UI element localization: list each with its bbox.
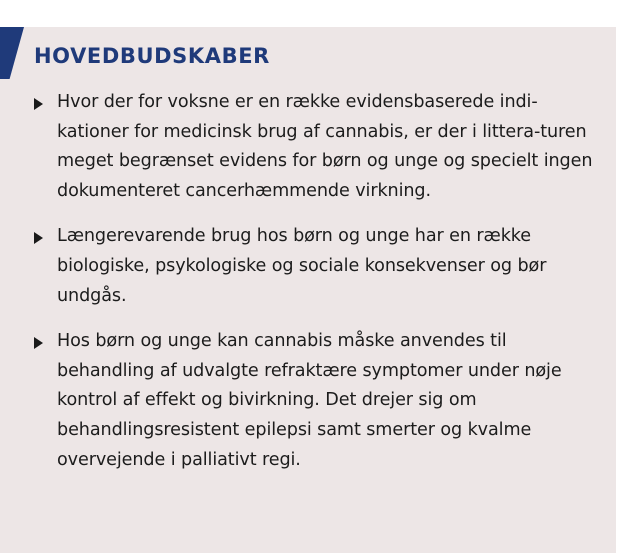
list-item xyxy=(34,327,594,475)
box-heading: HOVEDBUDSKABER xyxy=(34,44,270,68)
list-item-text: Hos børn og unge kan cannabis måske anvendes til behandling af udvalgte refraktære symptomer under nøje kontrol af effekt og bivirkning. Det drejer sig om behandlingsresistent epilepsi samt smerter og kvalme overvejende i palliativt regi. xyxy=(57,331,562,470)
triangle-right-icon xyxy=(34,98,43,110)
list-item-text: Længerevarende brug hos børn og unge har en række biologiske, psykologiske og sociale konsekvenser og bør undgås. xyxy=(57,226,547,306)
triangle-right-icon xyxy=(34,337,43,349)
key-messages-list xyxy=(34,88,594,491)
list-item xyxy=(34,88,594,206)
triangle-right-icon xyxy=(34,232,43,244)
list-item xyxy=(34,222,594,311)
list-item-text: Hvor der for voksne er en række evidensbaserede indi-kationer for medicinsk brug af cannabis, er der i littera-turen meget begrænset evidens for børn og unge og specielt ingen dokumenteret cancerhæmmende virkning. xyxy=(57,92,593,201)
